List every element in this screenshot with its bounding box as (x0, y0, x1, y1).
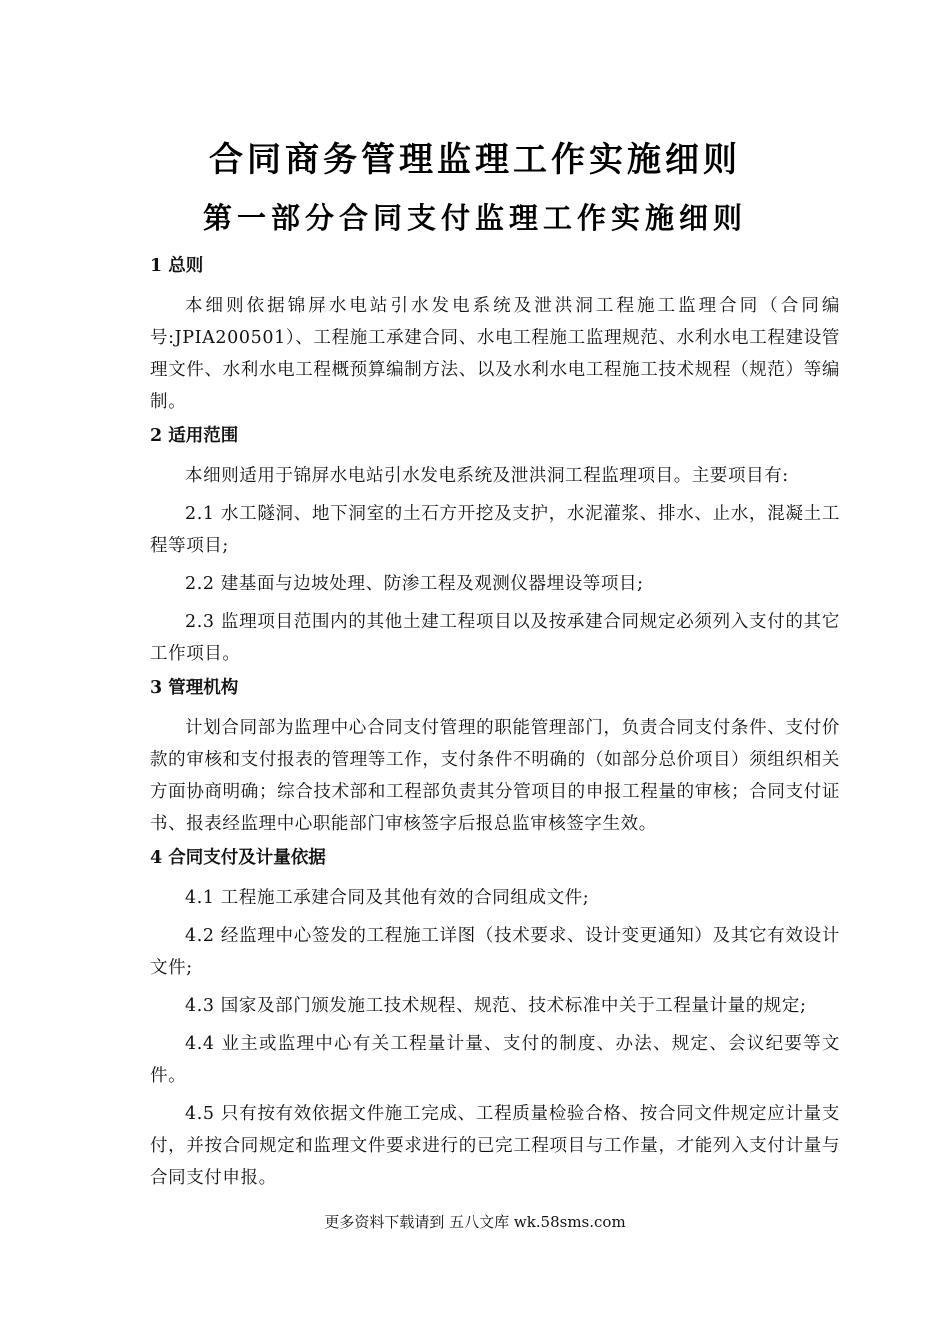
paragraph: 4.3 国家及部门颁发施工技术规程、规范、技术标准中关于工程量计量的规定; (185, 996, 807, 1016)
document-subtitle: 第一部分合同支付监理工作实施细则 (202, 201, 747, 235)
document-title: 合同商务管理监理工作实施细则 (209, 140, 741, 180)
section-3 (150, 676, 840, 840)
paragraph: 2.2 建基面与边坡处理、防渗工程及观测仪器埋设等项目; (185, 574, 644, 594)
section-4 (150, 846, 840, 1194)
section-heading: 1 总则 (150, 256, 204, 276)
section-1 (150, 254, 840, 418)
section-2 (150, 424, 840, 670)
paragraph: 4.2 经监理中心签发的工程施工详图（技术要求、设计变更通知）及其它有效设计文件; (150, 926, 840, 978)
paragraph: 4.5 只有按有效依据文件施工完成、工程质量检验合格、按合同文件规定应计量支付，并按合同规定和监理文件要求进行的已完工程项目与工作量，才能列入支付计量与合同支付申报。 (150, 1104, 840, 1188)
section-heading: 2 适用范围 (150, 426, 239, 446)
footer-note: 更多资料下载请到 五八文库 wk.58sms.com (324, 1213, 626, 1231)
section-heading: 4 合同支付及计量依据 (150, 848, 326, 868)
paragraph: 计划合同部为监理中心合同支付管理的职能管理部门，负责合同支付条件、支付价款的审核和支付报表的管理等工作，支付条件不明确的（如部分总价项目）须组织相关方面协商明确；综合技术部和工程部负责其分管项目的申报工程量的审核；合同支付证书、报表经监理中心职能部门审核签字后报总监审核签字生效。 (150, 718, 840, 834)
paragraph: 2.1 水工隧洞、地下洞室的土石方开挖及支护，水泥灌浆、排水、止水，混凝土工程等项目; (150, 504, 840, 556)
paragraph: 4.1 工程施工承建合同及其他有效的合同组成文件; (185, 888, 590, 908)
paragraph: 4.4 业主或监理中心有关工程量计量、支付的制度、办法、规定、会议纪要等文件。 (150, 1034, 840, 1086)
paragraph: 2.3 监理项目范围内的其他土建工程项目以及按承建合同规定必须列入支付的其它工作项目。 (150, 612, 840, 664)
document-body (150, 254, 840, 1200)
section-heading: 3 管理机构 (150, 678, 239, 698)
paragraph: 本细则适用于锦屏水电站引水发电系统及泄洪洞工程监理项目。主要项目有: (185, 466, 789, 486)
paragraph: 本细则依据锦屏水电站引水发电系统及泄洪洞工程施工监理合同（合同编号:JPIA200501）、工程施工承建合同、水电工程施工监理规范、水利水电工程建设管理文件、水利水电工程概预算编制方法、以及水利水电工程施工技术规程（规范）等编制。 (150, 296, 840, 412)
